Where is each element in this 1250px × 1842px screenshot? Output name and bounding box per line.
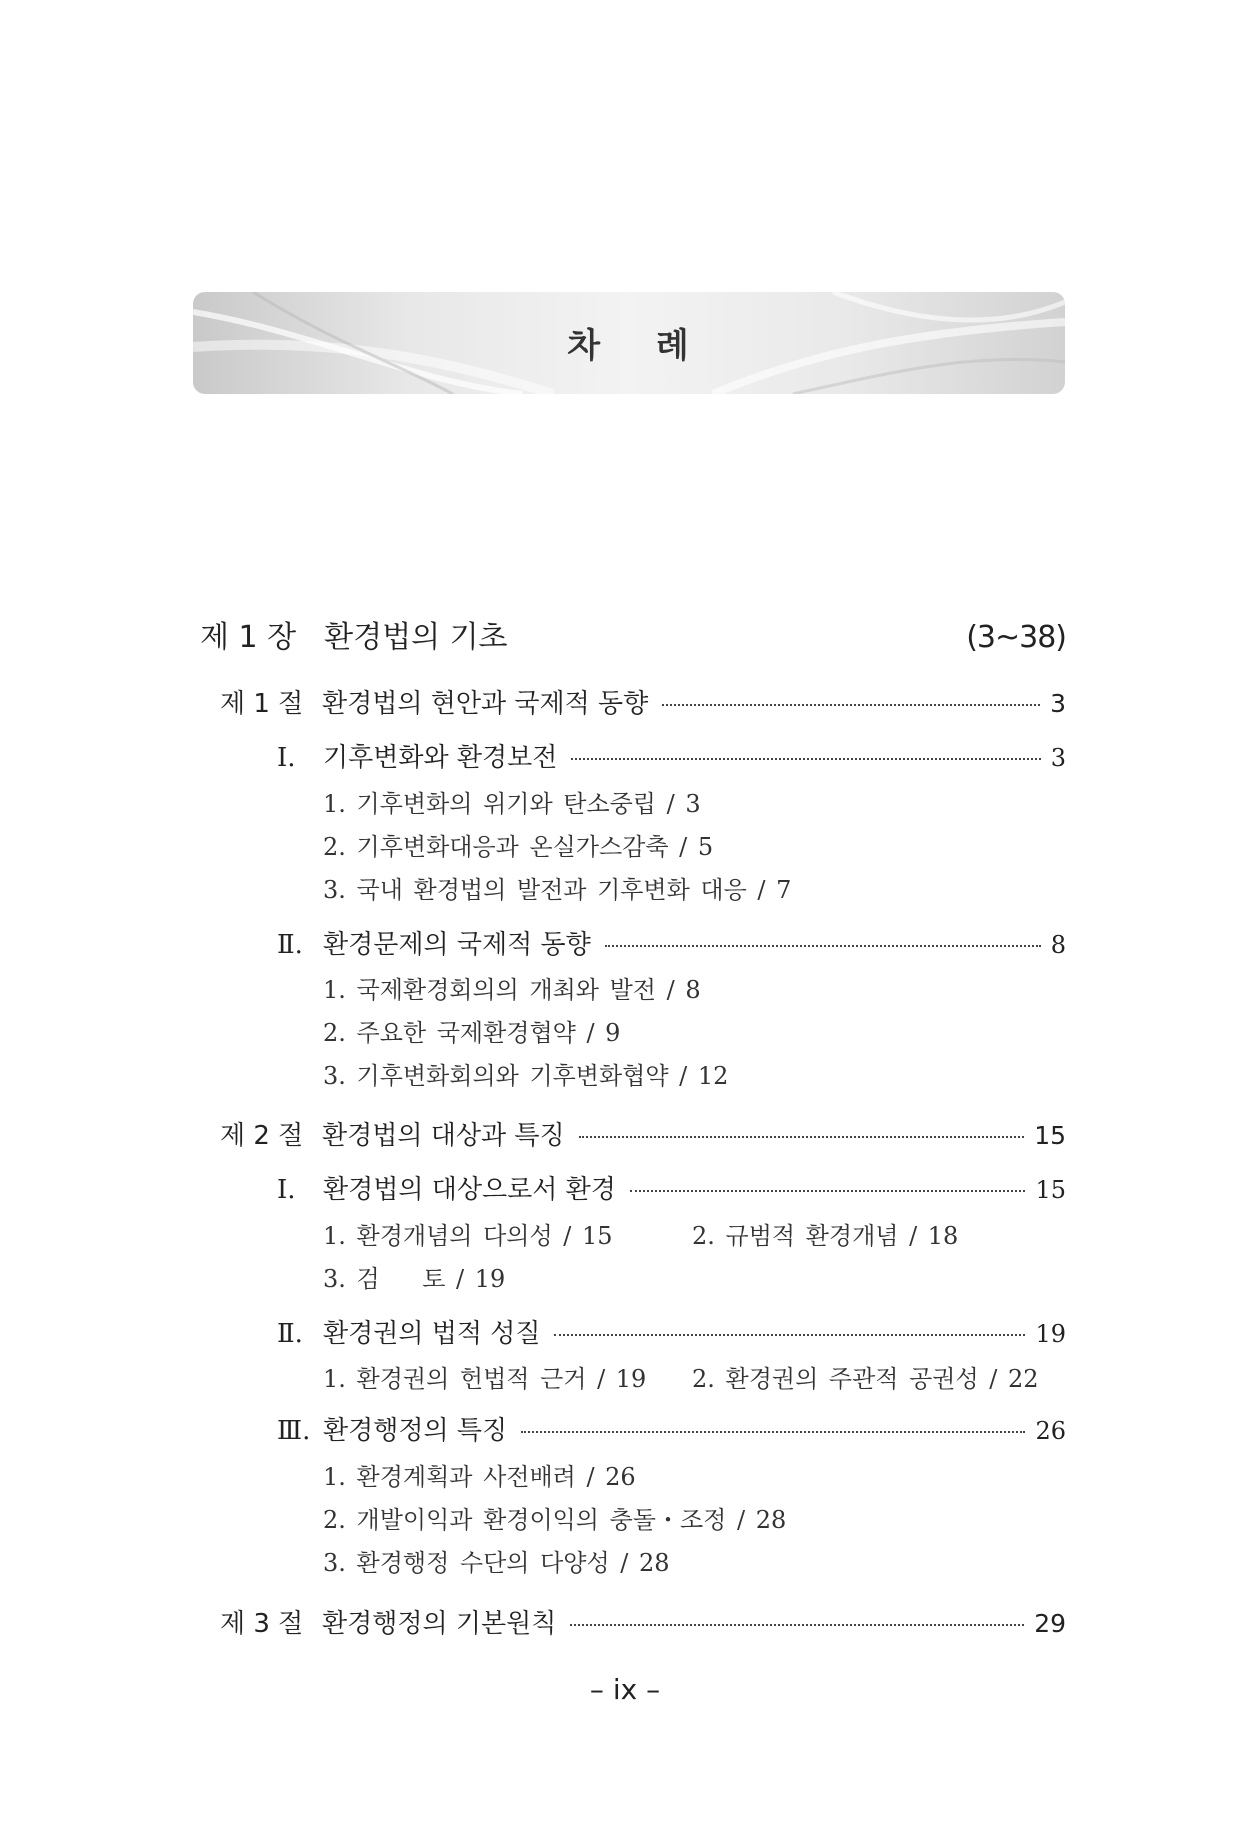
toc-item: 2. 주요한 국제환경협약 / 9 — [323, 1019, 621, 1047]
toc-item: 2. 기후변화대응과 온실가스감축 / 5 — [323, 833, 714, 861]
leader-dots — [630, 1190, 1026, 1192]
page-number: – ix – — [589, 1673, 661, 1706]
section-page: 3 — [1050, 689, 1066, 718]
toc-title: 차 례 — [567, 326, 691, 366]
section-number: 제 1 절 — [220, 689, 304, 719]
toc-item: 1. 환경개념의 다의성 / 15 — [323, 1222, 613, 1250]
subsection-number: Ⅰ. — [277, 743, 296, 773]
chapter-title: 환경법의 기초 — [324, 620, 508, 655]
toc-item: 1. 기후변화의 위기와 탄소중립 / 3 — [323, 790, 701, 818]
toc-item: 1. 환경권의 헌법적 근거 / 19 — [323, 1365, 647, 1393]
subsection-title: 환경권의 법적 성질 — [323, 1319, 541, 1349]
section-number: 제 3 절 — [220, 1609, 304, 1639]
subsection-page: 15 — [1035, 1176, 1066, 1204]
subsection-title: 환경행정의 특징 — [323, 1416, 508, 1446]
chapter-page-range: (3~38) — [966, 620, 1066, 655]
subsection-page: 3 — [1050, 744, 1066, 772]
toc-item: 2. 환경권의 주관적 공권성 / 22 — [692, 1365, 1039, 1393]
section-number: 제 2 절 — [220, 1121, 304, 1151]
leader-dots — [605, 945, 1041, 947]
leader-dots — [579, 1136, 1025, 1138]
section-title: 환경법의 현안과 국제적 동향 — [322, 689, 649, 719]
section-page: 29 — [1034, 1609, 1066, 1638]
chapter-number: 제 1 장 — [200, 620, 297, 655]
section-entry — [220, 683, 1066, 720]
subsection-number: Ⅲ. — [277, 1416, 311, 1446]
toc-item: 1. 환경계획과 사전배려 / 26 — [323, 1463, 636, 1491]
leader-dots — [521, 1431, 1025, 1433]
section-title: 환경행정의 기본원칙 — [322, 1609, 557, 1639]
subsection-entry — [277, 1410, 1066, 1447]
toc-item: 3. 검 토 / 19 — [323, 1265, 506, 1293]
leader-dots — [554, 1334, 1025, 1336]
subsection-entry — [277, 737, 1066, 774]
subsection-page: 8 — [1050, 931, 1066, 959]
subsection-entry — [277, 1313, 1066, 1350]
section-entry — [220, 1115, 1066, 1152]
toc-item: 1. 국제환경회의의 개최와 발전 / 8 — [323, 976, 701, 1004]
leader-dots — [571, 758, 1040, 760]
subsection-page: 19 — [1035, 1320, 1066, 1348]
subsection-page: 26 — [1035, 1417, 1066, 1445]
subsection-entry — [277, 924, 1066, 961]
toc-item: 3. 기후변화회의와 기후변화협약 / 12 — [323, 1062, 729, 1090]
section-entry — [220, 1603, 1066, 1640]
toc-item: 2. 개발이익과 환경이익의 충돌・조정 / 28 — [323, 1506, 787, 1534]
subsection-title: 기후변화와 환경보전 — [323, 743, 558, 773]
subsection-number: Ⅱ. — [277, 930, 303, 960]
subsection-title: 환경법의 대상으로서 환경 — [323, 1175, 616, 1205]
subsection-number: Ⅰ. — [277, 1175, 296, 1205]
toc-item: 3. 국내 환경법의 발전과 기후변화 대응 / 7 — [323, 876, 792, 904]
leader-dots — [662, 704, 1040, 706]
toc-item: 3. 환경행정 수단의 다양성 / 28 — [323, 1549, 670, 1577]
toc-item: 2. 규범적 환경개념 / 18 — [692, 1222, 959, 1250]
section-title: 환경법의 대상과 특징 — [322, 1121, 565, 1151]
subsection-entry — [277, 1169, 1066, 1206]
subsection-title: 환경문제의 국제적 동향 — [323, 930, 591, 960]
subsection-number: Ⅱ. — [277, 1319, 303, 1349]
chapter-heading — [200, 612, 1066, 656]
leader-dots — [570, 1624, 1024, 1626]
section-page: 15 — [1034, 1121, 1066, 1150]
toc-banner — [193, 292, 1065, 394]
